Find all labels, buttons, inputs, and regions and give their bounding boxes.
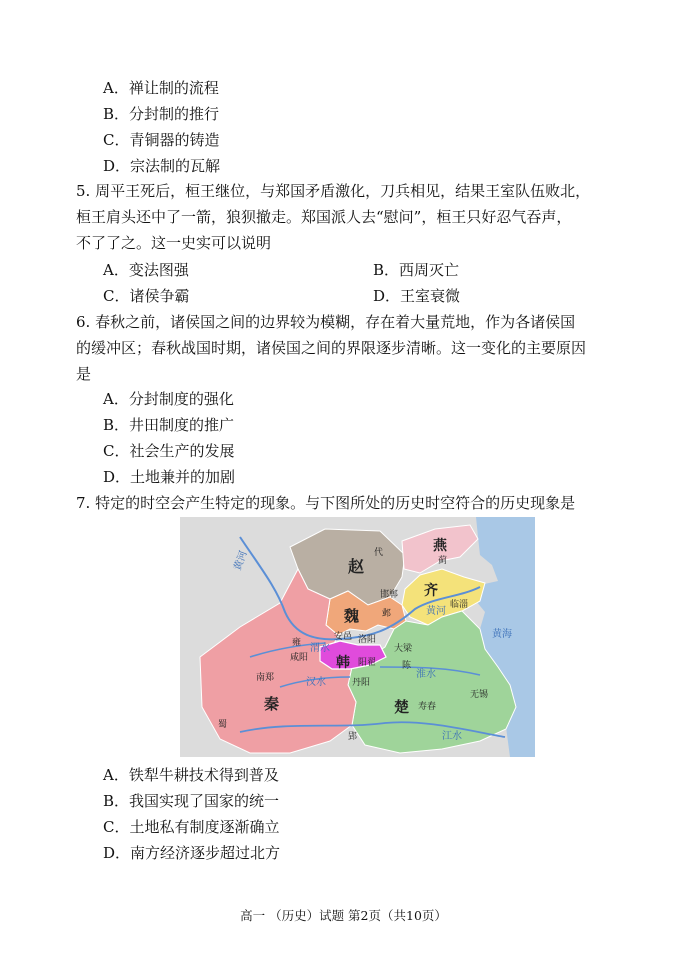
q7-stem: 7. 特定的时空会产生特定的现象。与下图所处的历史时空符合的历史现象是: [76, 494, 576, 512]
q5-stem-line-3: 不了了之。这一史实可以说明: [76, 234, 272, 252]
q6-stem-line-2: 的缓冲区；春秋战国时期，诸侯国之间的界限逐步清晰。这一变化的主要原因: [76, 339, 587, 357]
q4-option-d: D．宗法制的瓦解: [103, 157, 221, 175]
q6-option-b: B．井田制度的推广: [103, 416, 235, 434]
map-water-hanshui: 汉水: [306, 677, 326, 688]
q7-option-d: D．南方经济逐步超过北方: [103, 844, 281, 862]
map-state-label-chu: 楚: [394, 698, 410, 716]
q5-option-c: C．诸侯争霸: [103, 287, 190, 305]
q5-option-a: A．变法图强: [103, 261, 189, 279]
map-city-linzi: 临淄: [450, 600, 469, 610]
q6-stem-line-1: 6. 春秋之前，诸侯国之间的边界较为模糊，存在着大量荒地，作为各诸侯国: [76, 313, 576, 331]
q7-option-a: A．铁犁牛耕技术得到普及: [103, 766, 279, 784]
q6-stem-line-3: 是: [76, 365, 92, 383]
page-footer: 高一 （历史）试题 第2页（共10页）: [240, 908, 447, 923]
q7-option-c: C．土地私有制度逐渐确立: [103, 818, 280, 836]
map-city-dai: 代: [374, 548, 384, 558]
map-water-jiangshui: 江水: [442, 731, 462, 742]
map-state-label-qi: 齐: [424, 583, 438, 599]
map-city-yangzhai: 阳翟: [358, 658, 377, 668]
map-city-ji: 蓟: [438, 556, 448, 566]
q7-option-b: B．我国实现了国家的统一: [103, 792, 280, 810]
q5-stem-line-1: 5. 周平王死后，桓王继位，与郑国矛盾激化，刀兵相见，结果王室队伍败北，: [76, 182, 591, 200]
map-city-shouchun: 寿春: [418, 702, 437, 712]
map-city-xianyang: 咸阳: [290, 653, 309, 663]
q5-option-b: B．西周灭亡: [373, 261, 460, 279]
map-city-yong: 雍: [292, 638, 302, 648]
map-city-ying: 郢: [348, 732, 358, 742]
map-water-huaishui: 淮水: [416, 669, 436, 680]
q5-option-d: D．王室衰微: [373, 287, 461, 305]
map-state-label-zhao: 赵: [348, 557, 365, 576]
map-city-handan: 邯郸: [380, 590, 399, 600]
map-water-weishui: 渭水: [310, 643, 330, 654]
map-city-chen: 陈: [402, 661, 412, 671]
q6-option-d: D．土地兼并的加剧: [103, 468, 236, 486]
map-water-huanghai: 黄海: [492, 629, 512, 640]
map-water-huanghe-east: 黄河: [426, 606, 446, 617]
map-city-shu: 蜀: [218, 720, 228, 730]
map-city-ye: 邺: [382, 609, 392, 619]
q5-stem-line-2: 桓王肩头还中了一箭，狼狈撤走。郑国派人去“慰问”，桓王只好忍气吞声，: [76, 208, 572, 226]
map-state-label-wei: 魏: [344, 607, 360, 625]
warring-states-map: [180, 517, 535, 757]
map-state-label-qin: 秦: [264, 695, 280, 713]
map-water-huanghe-west: 黄河: [232, 549, 250, 573]
map-city-anyi: 安邑: [334, 632, 353, 642]
map-city-danyang: 丹阳: [352, 678, 371, 688]
map-city-luoyang: 洛阳: [358, 635, 377, 645]
q6-option-a: A．分封制度的强化: [103, 390, 234, 408]
map-state-label-yan: 燕: [433, 538, 447, 554]
map-city-wuxi: 无锡: [470, 690, 489, 700]
map-state-label-han: 韩: [336, 655, 350, 671]
q4-option-c: C．青铜器的铸造: [103, 131, 220, 149]
q4-option-a: A．禅让制的流程: [103, 79, 219, 97]
q4-option-b: B．分封制的推行: [103, 105, 220, 123]
map-city-daliang: 大梁: [394, 644, 413, 654]
q6-option-c: C．社会生产的发展: [103, 442, 235, 460]
map-city-nanzheng: 南郑: [256, 673, 275, 683]
